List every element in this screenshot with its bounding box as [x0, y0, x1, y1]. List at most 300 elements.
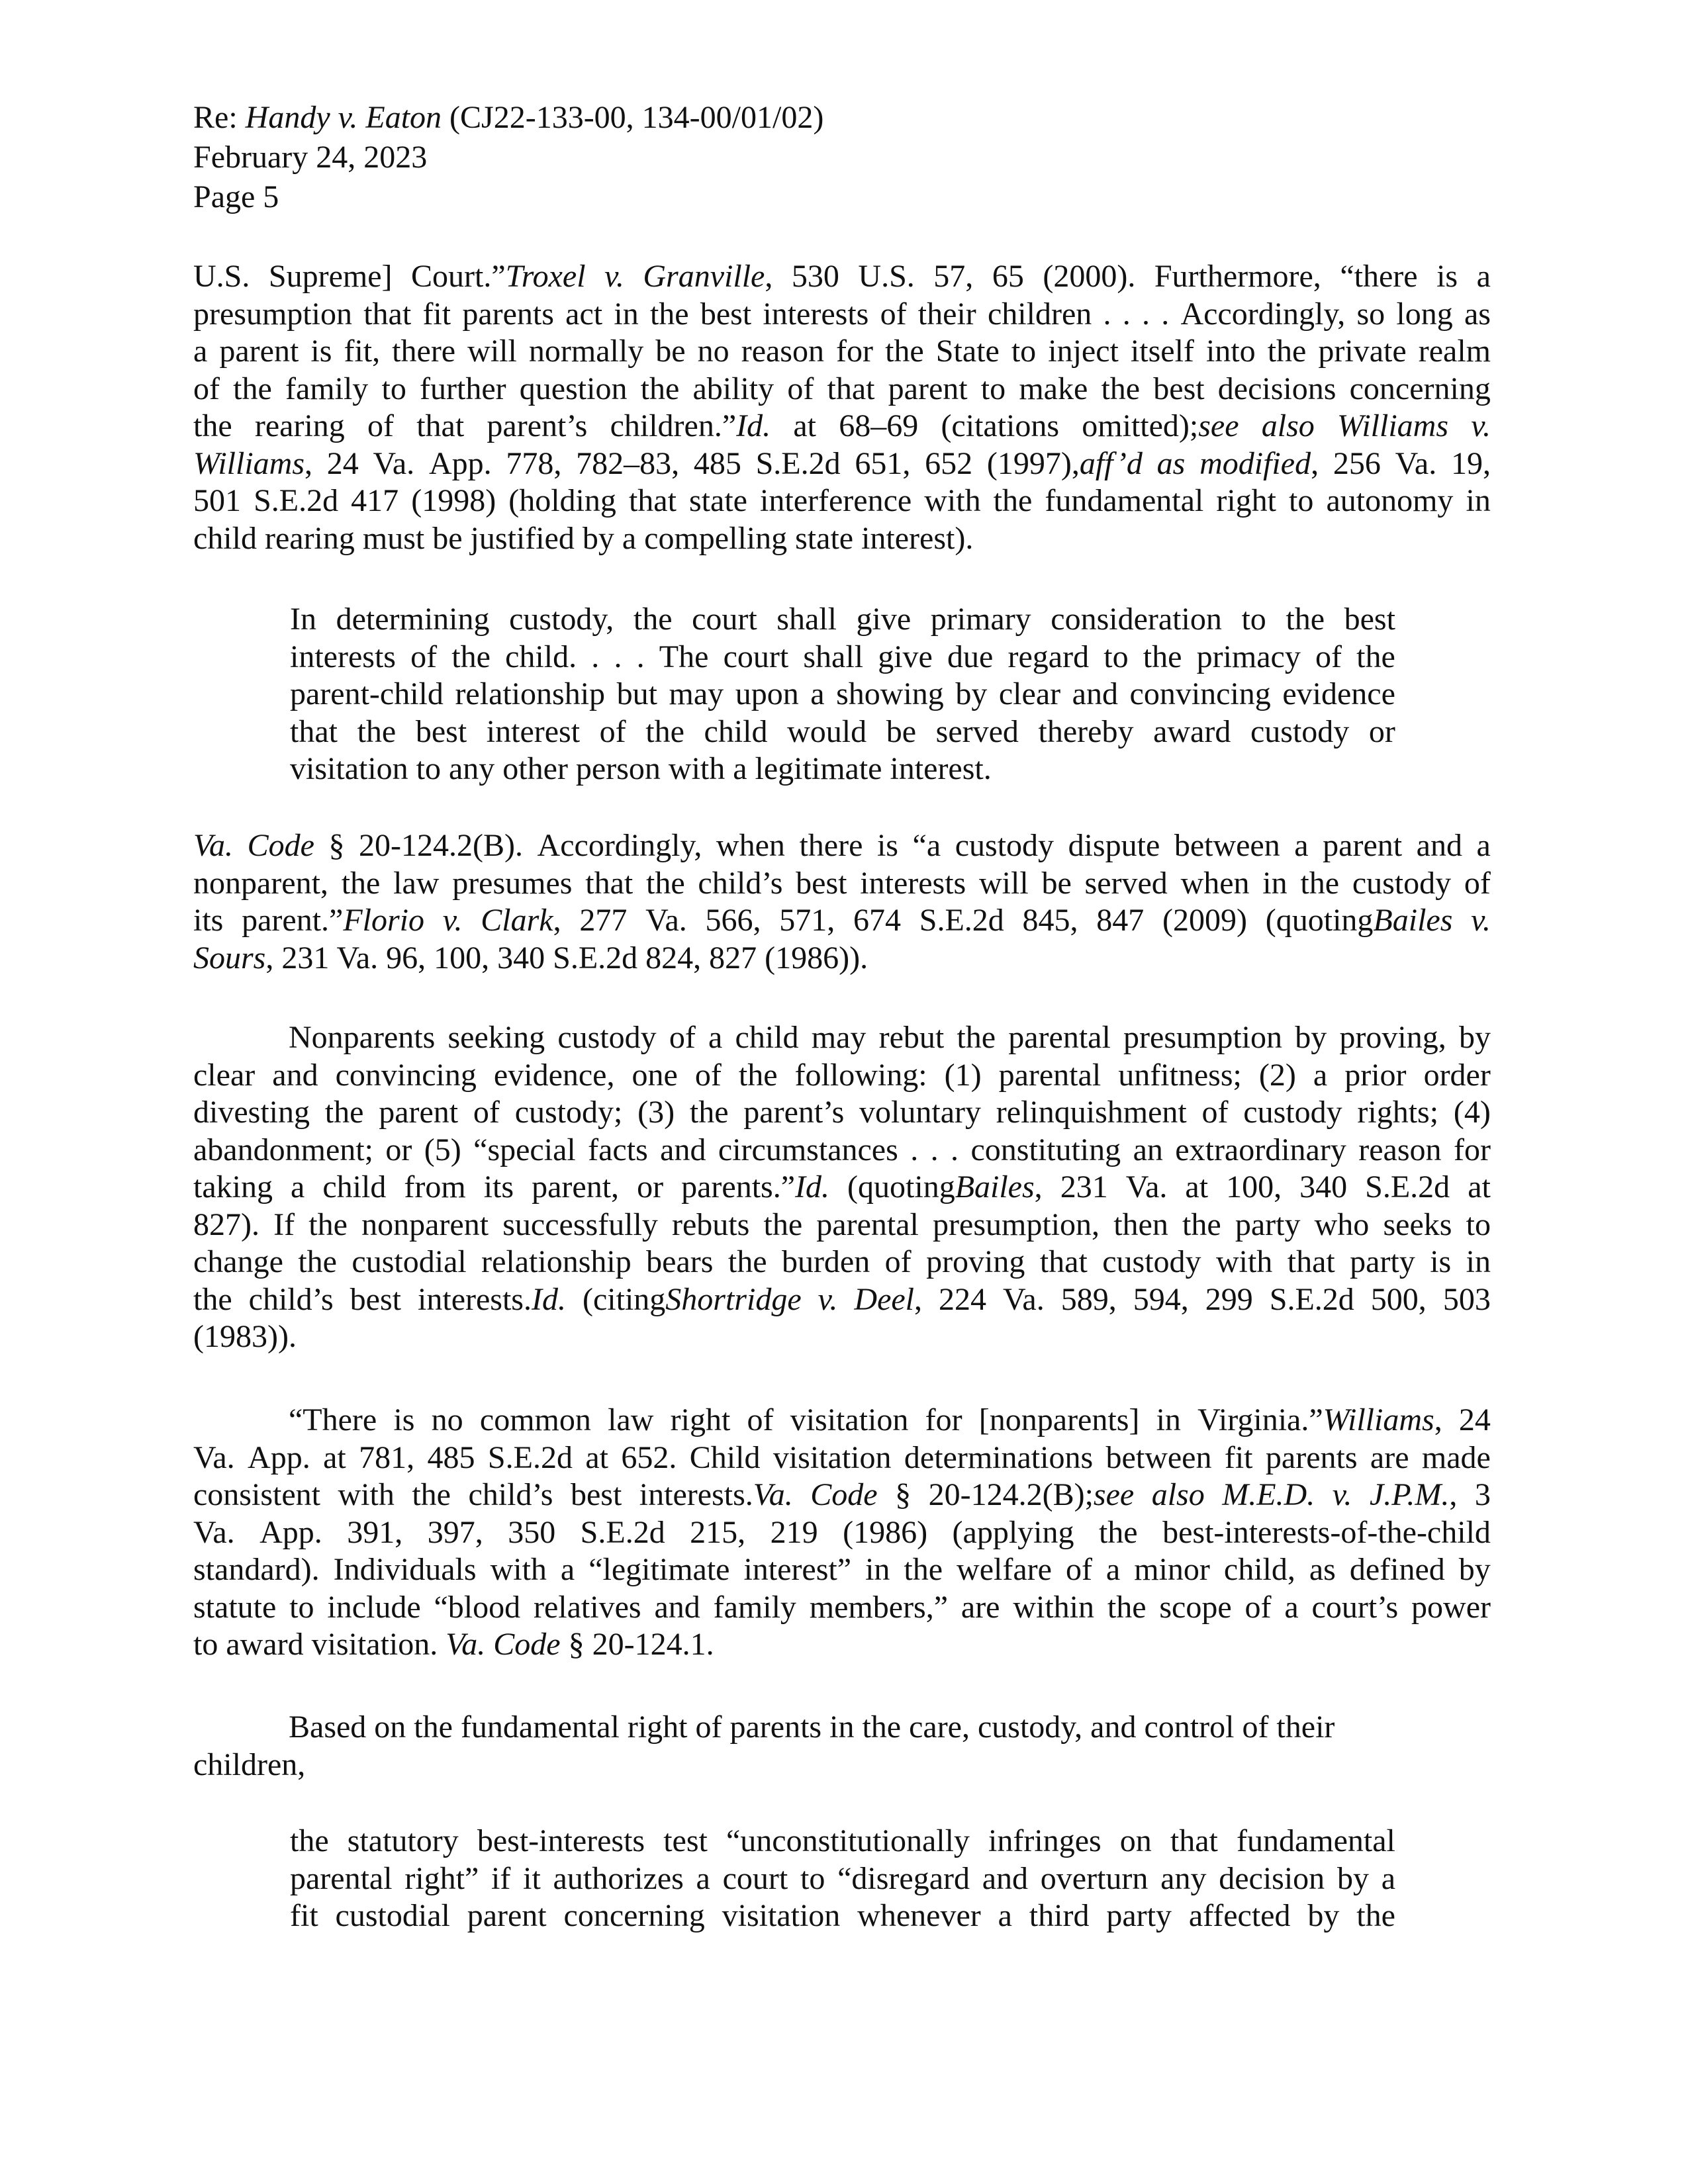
word — [843, 1514, 927, 1552]
word — [939, 1281, 986, 1319]
word — [724, 639, 789, 676]
text-run: rebuts — [672, 1206, 750, 1242]
text-run: if — [491, 1860, 511, 1896]
word — [1459, 1551, 1491, 1589]
text-run: who — [1314, 1206, 1370, 1242]
word — [351, 482, 399, 520]
text-run: so — [1356, 296, 1385, 332]
text-run: the — [727, 1244, 767, 1279]
text-run: App. — [248, 1439, 310, 1475]
word — [487, 713, 580, 751]
text-run: (quoting — [1265, 903, 1374, 938]
text-run: there — [799, 828, 863, 863]
word — [865, 1551, 890, 1589]
word — [1197, 1402, 1442, 1439]
word — [1299, 1169, 1347, 1206]
text-run: seeking — [447, 1020, 545, 1055]
text-run: 827). — [193, 1206, 259, 1242]
letter-date: February 24, 2023 — [193, 140, 428, 175]
word — [344, 333, 380, 371]
text-run: Accordingly, — [537, 828, 702, 863]
text-run: the — [885, 334, 924, 369]
word — [1011, 333, 1036, 371]
word — [836, 676, 944, 713]
word — [1041, 865, 1071, 903]
word — [1396, 296, 1452, 334]
word — [637, 1169, 663, 1206]
text-line — [193, 1057, 1491, 1095]
text-run: of — [787, 371, 814, 406]
word — [1395, 445, 1437, 483]
text-run: 215, — [690, 1514, 746, 1550]
word — [1202, 1094, 1229, 1132]
word — [259, 1514, 322, 1552]
word — [614, 296, 638, 334]
word — [1185, 1169, 1208, 1206]
text-run: Based on the fundamental right of parents in the care, custody, and control of their — [193, 1709, 1335, 1745]
word — [790, 1402, 909, 1439]
text-run: shall — [803, 639, 864, 674]
text-run: standard). — [193, 1552, 320, 1587]
text-run: into — [1205, 334, 1256, 369]
word — [290, 1860, 393, 1898]
text-run: will — [979, 865, 1029, 901]
word — [639, 1477, 793, 1514]
text-run: consistent — [193, 1477, 320, 1512]
text-run: proving, — [1339, 1020, 1446, 1055]
word — [491, 1551, 547, 1589]
text-run: dispute — [1068, 828, 1160, 863]
text-run: long — [1396, 296, 1453, 332]
word — [836, 333, 873, 371]
text-run: . — [636, 639, 645, 674]
text-run: relationship — [455, 676, 606, 711]
word — [692, 601, 757, 639]
text-run: as — [1309, 1552, 1336, 1587]
word — [793, 408, 816, 445]
word — [818, 1281, 838, 1319]
word — [193, 1132, 373, 1169]
text-run: to — [1241, 602, 1266, 637]
word — [879, 1019, 945, 1057]
word — [336, 1897, 450, 1935]
text-run: and — [272, 1057, 318, 1093]
text-run: the — [1300, 865, 1340, 901]
word — [859, 1094, 981, 1132]
word — [1333, 1477, 1352, 1514]
text-run: child — [735, 1020, 799, 1055]
word — [336, 601, 490, 639]
text-run: the — [646, 865, 685, 901]
text-run: (2) — [1258, 1057, 1296, 1093]
word — [982, 1860, 1028, 1898]
word — [895, 1477, 911, 1514]
text-run: parental — [998, 1057, 1102, 1093]
word — [416, 408, 464, 445]
text-run: of — [1244, 1589, 1272, 1625]
text-run: bears — [646, 1244, 714, 1279]
word — [193, 1019, 435, 1057]
word — [860, 865, 966, 903]
re-label: Re: — [193, 100, 246, 135]
word — [857, 1897, 981, 1935]
citation-italic: Deel — [854, 1281, 915, 1317]
text-run: , — [1034, 1169, 1043, 1205]
text-run: (1) — [944, 1057, 982, 1093]
text-run: best — [1344, 602, 1395, 637]
word — [970, 1132, 1121, 1169]
text-run: “a — [912, 828, 941, 863]
text-run: 530 — [791, 259, 839, 294]
text-run: custody; — [514, 1095, 623, 1130]
word — [1333, 445, 1381, 483]
text-run: 19, — [1450, 445, 1491, 481]
text-line — [290, 751, 1395, 788]
text-run: at — [1468, 1169, 1491, 1205]
text-run: presumption — [193, 296, 352, 332]
text-line — [193, 408, 1491, 445]
word — [1318, 333, 1406, 371]
text-run: is — [1436, 259, 1458, 294]
citation-italic: M.E.D. — [1222, 1477, 1315, 1512]
text-run: a — [1476, 259, 1491, 294]
word — [1309, 1551, 1336, 1589]
word — [722, 1897, 841, 1935]
text-run: the — [633, 602, 673, 637]
text-line — [290, 1897, 1395, 1935]
case-numbers: (CJ22-133-00, 134-00/01/02) — [442, 100, 824, 135]
word — [447, 1019, 545, 1057]
word — [779, 902, 835, 940]
word — [404, 1169, 465, 1206]
text-run: 566, — [705, 903, 761, 938]
word — [999, 676, 1060, 713]
text-run: rights; — [1357, 1095, 1439, 1130]
text-run: (1998) — [411, 483, 496, 518]
word — [1039, 713, 1134, 751]
text-run: nonparent, — [193, 865, 328, 901]
word — [646, 1244, 713, 1281]
citation-italic: Williams — [1323, 1402, 1434, 1437]
text-run: child. — [505, 639, 577, 674]
text-run: concerning — [1349, 371, 1491, 406]
word — [325, 1094, 364, 1132]
word — [1430, 1244, 1451, 1281]
text-run: parents.” — [681, 1169, 796, 1205]
text-run: that — [1287, 1244, 1335, 1279]
text-run: . — [1141, 296, 1150, 332]
word — [1471, 902, 1491, 940]
word — [323, 1439, 346, 1477]
text-run: or — [1368, 713, 1395, 749]
word — [290, 676, 444, 713]
word — [1131, 333, 1194, 371]
text-run: Furthermore, — [1154, 259, 1321, 294]
text-run: primacy — [1196, 639, 1301, 674]
word — [1043, 258, 1135, 296]
word — [988, 1823, 1102, 1860]
word — [936, 713, 1019, 751]
text-line — [193, 1132, 1491, 1169]
word — [193, 408, 232, 445]
text-run: presumption, — [933, 1206, 1100, 1242]
word — [839, 408, 918, 445]
text-run: 256 — [1333, 445, 1381, 481]
word — [645, 902, 687, 940]
word — [193, 1551, 320, 1589]
word — [1216, 1244, 1272, 1281]
word — [955, 827, 1054, 865]
word — [800, 1860, 825, 1898]
word — [1133, 1281, 1189, 1319]
text-run: “There — [193, 1402, 377, 1437]
text-run: is — [310, 334, 332, 369]
word — [1337, 408, 1448, 445]
text-run: 224 — [939, 1281, 987, 1317]
text-run: § — [895, 1477, 912, 1512]
word — [322, 1169, 386, 1206]
text-run: then — [1113, 1206, 1168, 1242]
word — [193, 445, 312, 483]
text-run: custody — [1243, 1095, 1342, 1130]
word — [327, 1589, 420, 1627]
word — [1466, 1206, 1491, 1244]
word — [1170, 1823, 1218, 1860]
word — [1008, 639, 1090, 676]
word — [193, 1281, 232, 1319]
word — [617, 676, 657, 713]
word — [1199, 445, 1319, 483]
word — [1107, 1589, 1147, 1627]
word — [981, 371, 1006, 408]
word — [1356, 296, 1385, 334]
text-run: the — [763, 1206, 803, 1242]
text-run: S.E.2d — [755, 445, 841, 481]
word — [1475, 1477, 1491, 1514]
text-run: Va. — [373, 445, 415, 481]
word — [336, 1057, 477, 1095]
text-run: is — [393, 1402, 415, 1437]
word — [1356, 1897, 1395, 1935]
text-run: extraordinary — [1175, 1132, 1346, 1167]
text-run: of — [1464, 865, 1491, 901]
word — [462, 296, 554, 334]
text-line — [193, 1709, 1491, 1747]
text-run: by — [955, 676, 988, 711]
text-run: as — [1464, 296, 1491, 332]
word — [1103, 296, 1111, 334]
word — [1133, 1132, 1163, 1169]
word — [621, 1439, 677, 1477]
text-run: 417 — [351, 483, 399, 518]
word — [681, 1169, 829, 1206]
text-run: a — [1476, 828, 1491, 863]
word — [588, 1132, 648, 1169]
text-run: when — [716, 828, 785, 863]
word — [193, 1057, 255, 1095]
word — [690, 1439, 761, 1477]
word — [672, 1206, 749, 1244]
word — [1241, 601, 1266, 639]
text-line — [193, 333, 1491, 371]
text-run: in — [1156, 1402, 1181, 1437]
text-run: the — [1101, 371, 1141, 406]
word — [1130, 676, 1271, 713]
text-run: presumption — [1123, 1020, 1283, 1055]
text-run: reason — [741, 334, 824, 369]
text-run: nonparent — [361, 1206, 489, 1242]
text-run: clear — [193, 1057, 256, 1093]
text-run: by — [1458, 1020, 1491, 1055]
word — [506, 445, 561, 483]
text-run: best — [1153, 371, 1205, 406]
text-run: the — [904, 1552, 943, 1587]
text-run: act — [565, 296, 603, 332]
text-run: for — [1453, 1132, 1491, 1167]
text-run: the — [412, 1477, 451, 1512]
text-run: of — [193, 371, 220, 406]
word — [945, 1057, 982, 1095]
text-run: 219 — [770, 1514, 818, 1550]
word — [1344, 1057, 1406, 1095]
word — [505, 639, 577, 676]
text-run: § 20-124.1. — [560, 1627, 714, 1662]
text-run: child’s — [248, 1281, 334, 1317]
word — [1153, 371, 1204, 408]
word — [690, 1514, 745, 1552]
text-run: Supreme] — [268, 259, 393, 294]
word — [654, 1589, 700, 1627]
word — [855, 445, 910, 483]
text-run: authorizes — [553, 1860, 684, 1896]
word — [776, 601, 837, 639]
word — [289, 1589, 314, 1627]
letter-header — [193, 98, 823, 217]
word — [381, 371, 406, 408]
text-run: . — [1103, 296, 1111, 332]
citation-italic: also — [1151, 1477, 1205, 1512]
text-run: to — [1103, 639, 1129, 674]
citation-italic: v. — [1471, 903, 1491, 938]
text-run: third — [1029, 1898, 1090, 1933]
word — [996, 1094, 1187, 1132]
text-run: give — [878, 639, 933, 674]
text-run: minor — [1134, 1552, 1210, 1587]
text-run: prior — [1344, 1057, 1407, 1093]
text-run: a — [696, 1860, 710, 1896]
text-run: for — [925, 1402, 962, 1437]
text-run: If — [273, 1206, 295, 1242]
text-run: Accordingly, — [1180, 296, 1346, 332]
word — [633, 601, 673, 639]
text-run: of — [880, 296, 907, 332]
text-run: seeks — [1383, 1206, 1452, 1242]
text-run: 391, — [347, 1514, 403, 1550]
text-run: rebut — [878, 1020, 945, 1055]
text-run: court — [692, 602, 757, 637]
word — [1477, 258, 1491, 296]
text-run: best — [415, 713, 467, 749]
word — [561, 1551, 575, 1589]
text-run: that — [416, 408, 465, 443]
text-run: best-interests-of-the-child — [1162, 1514, 1491, 1550]
text-run: a — [1294, 828, 1309, 863]
word — [690, 1094, 729, 1132]
text-run: normally — [528, 334, 644, 369]
text-run: statutory — [347, 1823, 459, 1858]
text-run: at — [585, 1439, 608, 1475]
block-quote-best-interests-test — [290, 1823, 1395, 1935]
text-run: parent, — [532, 1169, 620, 1205]
text-run: . — [910, 1132, 919, 1167]
text-run: parental — [816, 1206, 919, 1242]
text-run: and — [1072, 676, 1118, 711]
text-run: a — [708, 1020, 723, 1055]
word — [1003, 1281, 1045, 1319]
word — [1424, 1057, 1491, 1095]
word — [936, 333, 1000, 371]
text-run: Child — [689, 1439, 761, 1475]
word — [953, 1514, 1074, 1552]
word — [193, 1206, 259, 1244]
text-run: “disregard — [837, 1860, 970, 1896]
text-run: a — [1284, 1589, 1299, 1625]
word — [467, 333, 517, 371]
word — [393, 1402, 414, 1439]
text-run: statute — [193, 1589, 277, 1625]
word — [193, 482, 241, 520]
word — [795, 1057, 927, 1095]
citation-italic: Williams — [1337, 408, 1449, 443]
word — [918, 296, 976, 334]
text-run: be — [1041, 865, 1072, 901]
word — [473, 1132, 576, 1169]
text-run: served — [1084, 865, 1168, 901]
text-run: no — [697, 334, 729, 369]
word — [193, 1514, 235, 1552]
text-run: realm — [1418, 334, 1491, 369]
word — [379, 1094, 458, 1132]
word — [1159, 1589, 1231, 1627]
text-run: custody, — [509, 602, 614, 637]
word — [481, 902, 561, 940]
text-line — [193, 1477, 1491, 1514]
word — [1284, 1589, 1298, 1627]
citation-italic: J.P.M. — [1369, 1477, 1450, 1512]
word — [361, 1206, 489, 1244]
text-run: be — [886, 713, 917, 749]
text-run: party — [1350, 1244, 1415, 1279]
text-line — [193, 827, 1491, 865]
word — [904, 1439, 1093, 1477]
text-run: a — [998, 1898, 1012, 1933]
text-run: defined — [1349, 1552, 1445, 1587]
text-run: interests. — [639, 1477, 753, 1512]
word — [816, 1206, 919, 1244]
word — [418, 1281, 566, 1319]
word — [1464, 865, 1491, 903]
text-run: concerning — [563, 1898, 705, 1933]
word — [782, 1244, 870, 1281]
text-run: affected — [1188, 1898, 1291, 1933]
word — [428, 1514, 483, 1552]
text-run: the — [645, 713, 684, 749]
text-run: the — [357, 713, 397, 749]
text-run: interests. — [418, 1281, 532, 1317]
text-run: 350 — [508, 1514, 556, 1550]
text-run: child — [704, 713, 768, 749]
text-run: 781, — [359, 1439, 415, 1475]
